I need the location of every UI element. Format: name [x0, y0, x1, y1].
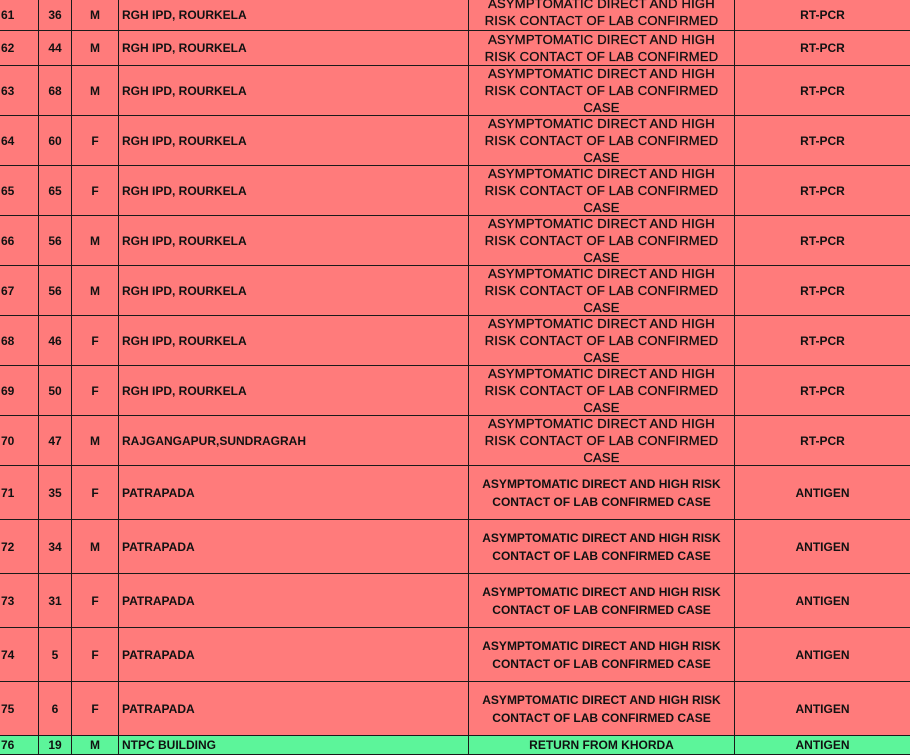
- test-type-cell[interactable]: [735, 116, 910, 166]
- sex-text: M: [90, 738, 100, 752]
- table-row: [0, 416, 910, 466]
- sex-text: F: [91, 701, 99, 716]
- age-text: 31: [48, 593, 62, 608]
- test-type-text: ANTIGEN: [795, 593, 850, 608]
- address-text: RGH IPD, ROURKELA: [122, 41, 247, 55]
- serial-number-cell[interactable]: [0, 266, 39, 316]
- test-type-text: RT-PCR: [800, 383, 845, 398]
- sex-cell[interactable]: [72, 31, 119, 66]
- category-cell[interactable]: [469, 520, 735, 574]
- age-cell[interactable]: [39, 416, 72, 466]
- category-text: ASYMPTOMATIC DIRECT AND HIGH RISK CONTACT OF LAB CONFIRMED CASE: [484, 316, 719, 365]
- category-text: ASYMPTOMATIC DIRECT AND HIGH RISK CONTACT OF LAB CONFIRMED CASE: [482, 692, 721, 725]
- category-text: ASYMPTOMATIC DIRECT AND HIGH RISK CONTACT OF LAB CONFIRMED CASE: [484, 66, 719, 115]
- table-row: [0, 166, 910, 216]
- category-cell[interactable]: [469, 116, 735, 166]
- sex-text: F: [91, 383, 99, 398]
- category-cell[interactable]: [469, 628, 735, 682]
- serial-number-text: 74: [1, 647, 15, 662]
- test-type-text: ANTIGEN: [795, 738, 850, 752]
- test-type-text: ANTIGEN: [795, 485, 850, 500]
- category-text: RETURN FROM KHORDA: [529, 738, 674, 752]
- sex-cell[interactable]: [72, 736, 119, 755]
- category-cell[interactable]: [469, 682, 735, 736]
- age-text: 56: [48, 283, 62, 298]
- category-cell[interactable]: [469, 574, 735, 628]
- age-cell[interactable]: [39, 316, 72, 366]
- serial-number-text: 63: [1, 83, 15, 98]
- category-cell[interactable]: [469, 266, 735, 316]
- test-type-text: RT-PCR: [800, 133, 845, 148]
- address-cell[interactable]: [119, 682, 469, 736]
- address-text: RGH IPD, ROURKELA: [122, 8, 247, 22]
- category-cell[interactable]: [469, 316, 735, 366]
- address-text: RGH IPD, ROURKELA: [122, 133, 247, 148]
- age-text: 68: [48, 83, 62, 98]
- address-text: RGH IPD, ROURKELA: [122, 183, 247, 198]
- age-cell[interactable]: [39, 366, 72, 416]
- test-type-cell[interactable]: [735, 574, 910, 628]
- sex-cell[interactable]: [72, 66, 119, 116]
- age-text: 44: [48, 41, 62, 55]
- age-text: 46: [48, 333, 62, 348]
- serial-number-text: 65: [1, 183, 15, 198]
- test-type-cell[interactable]: [735, 366, 910, 416]
- age-cell[interactable]: [39, 166, 72, 216]
- age-text: 34: [48, 539, 62, 554]
- address-cell[interactable]: [119, 316, 469, 366]
- serial-number-cell[interactable]: [0, 466, 39, 520]
- serial-number-cell[interactable]: [0, 366, 39, 416]
- sex-text: M: [90, 83, 100, 98]
- sex-text: F: [91, 647, 99, 662]
- address-cell[interactable]: [119, 574, 469, 628]
- test-type-cell[interactable]: [735, 682, 910, 736]
- category-cell[interactable]: [469, 0, 735, 31]
- test-type-cell[interactable]: [735, 466, 910, 520]
- table-row: [0, 628, 910, 682]
- address-text: RGH IPD, ROURKELA: [122, 333, 247, 348]
- age-cell[interactable]: [39, 116, 72, 166]
- serial-number-cell[interactable]: [0, 416, 39, 466]
- table-row: [0, 266, 910, 316]
- sex-text: F: [91, 183, 99, 198]
- sex-cell[interactable]: [72, 416, 119, 466]
- category-cell[interactable]: [469, 736, 735, 755]
- address-cell[interactable]: [119, 66, 469, 116]
- sex-cell[interactable]: [72, 0, 119, 31]
- age-cell[interactable]: [39, 466, 72, 520]
- sex-cell[interactable]: [72, 216, 119, 266]
- category-cell[interactable]: [469, 166, 735, 216]
- test-type-text: ANTIGEN: [795, 647, 850, 662]
- table-row: [0, 116, 910, 166]
- address-text: PATRAPADA: [122, 701, 195, 716]
- serial-number-text: 68: [1, 333, 15, 348]
- test-type-text: RT-PCR: [800, 233, 845, 248]
- age-cell[interactable]: [39, 0, 72, 31]
- test-type-text: RT-PCR: [800, 83, 845, 98]
- serial-number-text: 73: [1, 593, 15, 608]
- age-cell[interactable]: [39, 266, 72, 316]
- category-text: ASYMPTOMATIC DIRECT AND HIGH RISK CONTACT OF LAB CONFIRMED CASE: [484, 116, 719, 165]
- address-cell[interactable]: [119, 520, 469, 574]
- address-cell[interactable]: [119, 416, 469, 466]
- test-type-cell[interactable]: [735, 216, 910, 266]
- table-row: [0, 520, 910, 574]
- category-text: ASYMPTOMATIC DIRECT AND HIGH RISK CONTACT OF LAB CONFIRMED: [484, 0, 719, 28]
- age-cell[interactable]: [39, 66, 72, 116]
- serial-number-text: 64: [1, 133, 15, 148]
- serial-number-text: 75: [1, 701, 15, 716]
- category-text: ASYMPTOMATIC DIRECT AND HIGH RISK CONTACT OF LAB CONFIRMED CASE: [484, 166, 719, 215]
- test-type-cell[interactable]: [735, 266, 910, 316]
- address-cell[interactable]: [119, 466, 469, 520]
- address-text: RGH IPD, ROURKELA: [122, 233, 247, 248]
- test-type-text: RT-PCR: [800, 433, 845, 448]
- category-cell[interactable]: [469, 416, 735, 466]
- sex-cell[interactable]: [72, 166, 119, 216]
- serial-number-cell[interactable]: [0, 216, 39, 266]
- serial-number-cell[interactable]: [0, 520, 39, 574]
- serial-number-cell[interactable]: [0, 316, 39, 366]
- test-type-cell[interactable]: [735, 628, 910, 682]
- category-cell[interactable]: [469, 466, 735, 520]
- category-text: ASYMPTOMATIC DIRECT AND HIGH RISK CONTACT OF LAB CONFIRMED CASE: [484, 266, 719, 315]
- table-row: [0, 466, 910, 520]
- sex-text: F: [91, 133, 99, 148]
- category-text: ASYMPTOMATIC DIRECT AND HIGH RISK CONTACT OF LAB CONFIRMED: [484, 32, 719, 64]
- sex-cell[interactable]: [72, 316, 119, 366]
- table-row: [0, 216, 910, 266]
- serial-number-text: 71: [1, 485, 15, 500]
- category-text: ASYMPTOMATIC DIRECT AND HIGH RISK CONTACT OF LAB CONFIRMED CASE: [482, 638, 721, 671]
- age-text: 65: [48, 183, 62, 198]
- address-cell[interactable]: [119, 116, 469, 166]
- age-cell[interactable]: [39, 628, 72, 682]
- sex-text: F: [91, 593, 99, 608]
- age-cell[interactable]: [39, 31, 72, 66]
- sex-cell[interactable]: [72, 682, 119, 736]
- category-text: ASYMPTOMATIC DIRECT AND HIGH RISK CONTACT OF LAB CONFIRMED CASE: [484, 366, 719, 415]
- category-text: ASYMPTOMATIC DIRECT AND HIGH RISK CONTACT OF LAB CONFIRMED CASE: [482, 530, 721, 563]
- category-cell[interactable]: [469, 366, 735, 416]
- serial-number-text: 76: [1, 738, 15, 752]
- test-type-cell[interactable]: [735, 31, 910, 66]
- sex-cell[interactable]: [72, 628, 119, 682]
- age-text: 6: [51, 701, 59, 716]
- test-type-text: RT-PCR: [800, 8, 845, 22]
- test-type-text: RT-PCR: [800, 333, 845, 348]
- table-row: [0, 316, 910, 366]
- sex-cell[interactable]: [72, 466, 119, 520]
- test-type-cell[interactable]: [735, 520, 910, 574]
- address-text: PATRAPADA: [122, 539, 195, 554]
- address-text: RGH IPD, ROURKELA: [122, 383, 247, 398]
- serial-number-cell[interactable]: [0, 31, 39, 66]
- age-text: 36: [48, 8, 62, 22]
- address-cell[interactable]: [119, 736, 469, 755]
- table-row: [0, 366, 910, 416]
- address-text: NTPC BUILDING: [122, 738, 216, 752]
- test-type-cell[interactable]: [735, 66, 910, 116]
- sex-text: M: [90, 8, 100, 22]
- address-cell[interactable]: [119, 0, 469, 31]
- sex-cell[interactable]: [72, 574, 119, 628]
- category-cell[interactable]: [469, 216, 735, 266]
- serial-number-cell[interactable]: [0, 628, 39, 682]
- address-cell[interactable]: [119, 366, 469, 416]
- serial-number-text: 66: [1, 233, 15, 248]
- test-type-cell[interactable]: [735, 316, 910, 366]
- sex-text: M: [90, 283, 100, 298]
- age-text: 56: [48, 233, 62, 248]
- test-type-cell[interactable]: [735, 416, 910, 466]
- category-cell[interactable]: [469, 31, 735, 66]
- category-cell[interactable]: [469, 66, 735, 116]
- test-type-cell[interactable]: [735, 166, 910, 216]
- sex-cell[interactable]: [72, 520, 119, 574]
- address-cell[interactable]: [119, 266, 469, 316]
- sex-text: M: [90, 433, 100, 448]
- address-text: RGH IPD, ROURKELA: [122, 83, 247, 98]
- serial-number-cell[interactable]: [0, 66, 39, 116]
- age-text: 50: [48, 383, 62, 398]
- serial-number-text: 62: [1, 41, 15, 55]
- age-cell[interactable]: [39, 574, 72, 628]
- age-cell[interactable]: [39, 682, 72, 736]
- address-text: RAJGANGAPUR,SUNDRAGRAH: [122, 433, 307, 448]
- sex-text: M: [90, 41, 100, 55]
- sex-cell[interactable]: [72, 116, 119, 166]
- address-text: RGH IPD, ROURKELA: [122, 283, 247, 298]
- address-text: PATRAPADA: [122, 647, 195, 662]
- category-text: ASYMPTOMATIC DIRECT AND HIGH RISK CONTACT OF LAB CONFIRMED CASE: [484, 216, 719, 265]
- address-cell[interactable]: [119, 628, 469, 682]
- test-type-text: RT-PCR: [800, 41, 845, 55]
- table-row: [0, 31, 910, 66]
- age-text: 5: [51, 647, 59, 662]
- test-type-text: RT-PCR: [800, 283, 845, 298]
- address-text: PATRAPADA: [122, 593, 195, 608]
- address-text: PATRAPADA: [122, 485, 195, 500]
- age-cell[interactable]: [39, 736, 72, 755]
- test-type-cell[interactable]: [735, 736, 910, 755]
- address-cell[interactable]: [119, 216, 469, 266]
- serial-number-cell[interactable]: [0, 736, 39, 755]
- sex-cell[interactable]: [72, 366, 119, 416]
- serial-number-text: 72: [1, 539, 15, 554]
- age-cell[interactable]: [39, 520, 72, 574]
- category-text: ASYMPTOMATIC DIRECT AND HIGH RISK CONTACT OF LAB CONFIRMED CASE: [482, 476, 721, 509]
- age-cell[interactable]: [39, 216, 72, 266]
- category-text: ASYMPTOMATIC DIRECT AND HIGH RISK CONTACT OF LAB CONFIRMED CASE: [482, 584, 721, 617]
- serial-number-text: 69: [1, 383, 15, 398]
- serial-number-text: 61: [1, 8, 15, 22]
- sex-text: M: [90, 539, 100, 554]
- category-text: ASYMPTOMATIC DIRECT AND HIGH RISK CONTACT OF LAB CONFIRMED CASE: [484, 416, 719, 465]
- age-text: 35: [48, 485, 62, 500]
- address-cell[interactable]: [119, 166, 469, 216]
- table-row: [0, 736, 910, 755]
- test-type-text: ANTIGEN: [795, 539, 850, 554]
- serial-number-cell[interactable]: [0, 574, 39, 628]
- age-text: 47: [48, 433, 62, 448]
- table-row: [0, 0, 910, 31]
- sex-text: F: [91, 485, 99, 500]
- serial-number-cell[interactable]: [0, 682, 39, 736]
- age-text: 19: [48, 738, 62, 752]
- table-row: [0, 682, 910, 736]
- serial-number-cell[interactable]: [0, 116, 39, 166]
- serial-number-cell[interactable]: [0, 0, 39, 31]
- sex-text: F: [91, 333, 99, 348]
- test-type-cell[interactable]: [735, 0, 910, 31]
- test-type-text: RT-PCR: [800, 183, 845, 198]
- sex-text: M: [90, 233, 100, 248]
- table-row: [0, 66, 910, 116]
- age-text: 60: [48, 133, 62, 148]
- sex-cell[interactable]: [72, 266, 119, 316]
- table-row: [0, 574, 910, 628]
- address-cell[interactable]: [119, 31, 469, 66]
- serial-number-cell[interactable]: [0, 166, 39, 216]
- serial-number-text: 70: [1, 433, 15, 448]
- test-type-text: ANTIGEN: [795, 701, 850, 716]
- serial-number-text: 67: [1, 283, 15, 298]
